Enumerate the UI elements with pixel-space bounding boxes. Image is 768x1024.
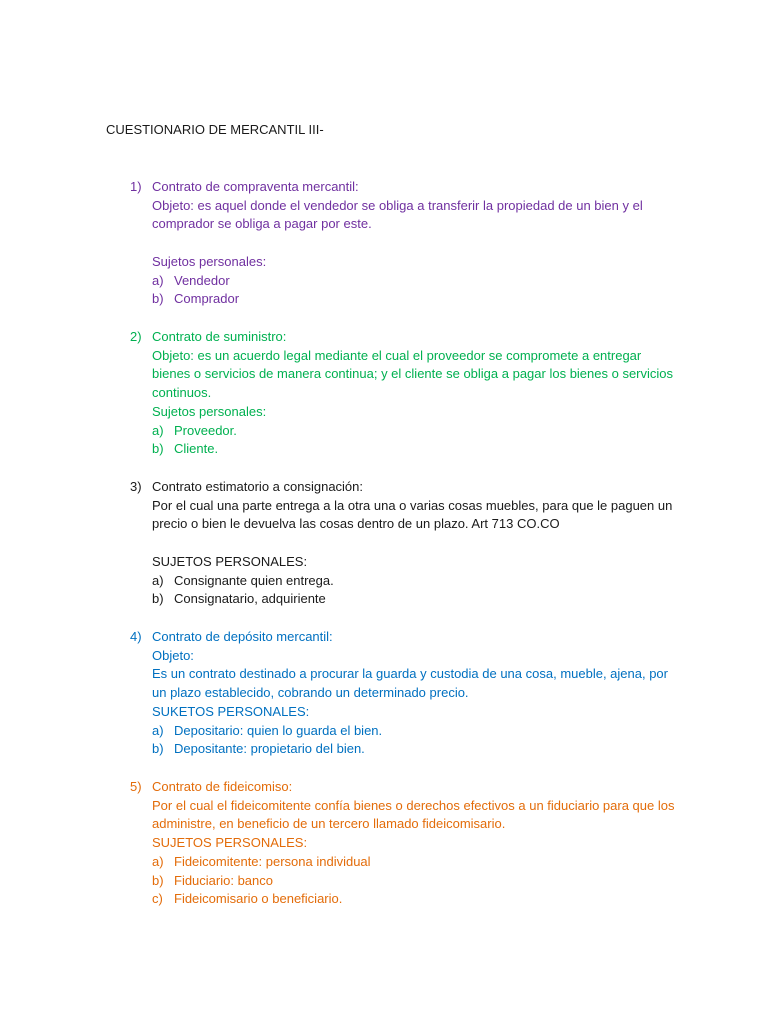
subject-text: Comprador [174, 291, 240, 307]
item-body [152, 328, 674, 459]
subject-letter: a) [152, 853, 164, 869]
subject-text: Consignatario, adquiriente [174, 591, 326, 607]
document-title: CUESTIONARIO DE MERCANTIL III- [106, 122, 324, 137]
item-text-line: un plazo establecido, cobrando un determinado precio. [152, 685, 469, 701]
item-heading: Contrato de compraventa mercantil: [152, 179, 359, 194]
subject-entry [152, 422, 670, 441]
subject-entry [152, 572, 670, 591]
subjects-label: SUJETOS PERSONALES: [152, 835, 308, 851]
subjects-label: Sujetos personales: [152, 253, 267, 269]
item-heading: Contrato de depósito mercantil: [152, 629, 333, 644]
item-number: 5) [130, 779, 142, 794]
subject-letter: b) [152, 741, 164, 757]
subject-entry [152, 590, 670, 609]
subject-entry [152, 290, 670, 309]
subjects-label: SUKETOS PERSONALES: [152, 703, 310, 719]
subject-entry [152, 853, 670, 872]
subject-letter: a) [152, 722, 164, 738]
item-number: 2) [130, 329, 142, 344]
item-body [152, 478, 673, 609]
list-item [130, 328, 674, 459]
subject-text: Fideicomitente: persona individual [174, 853, 371, 869]
list-item [130, 778, 675, 909]
subject-entry [152, 722, 670, 741]
item-number: 3) [130, 479, 142, 494]
paragraph-gap [152, 534, 670, 553]
subject-text: Fideicomisario o beneficiario. [174, 891, 343, 907]
item-number: 4) [130, 629, 142, 644]
item-body [152, 178, 670, 309]
subject-text: Consignante quien entrega. [174, 572, 334, 588]
subject-entry [152, 890, 670, 909]
subject-letter: a) [152, 272, 164, 288]
subject-letter: a) [152, 572, 164, 588]
subject-letter: a) [152, 422, 164, 438]
item-body [152, 628, 670, 759]
item-text-line: Por el cual una parte entrega a la otra una o varias cosas muebles, para que le paguen un [152, 497, 673, 513]
item-number: 1) [130, 179, 142, 194]
list-item [130, 628, 670, 759]
subject-letter: b) [152, 872, 164, 888]
subject-text: Depositante: propietario del bien. [174, 741, 365, 757]
subject-text: Vendedor [174, 272, 230, 288]
item-text-line: Objeto: es aquel donde el vendedor se obliga a transferir la propiedad de un bien y el [152, 197, 643, 213]
list-item [130, 478, 673, 609]
subject-entry [152, 272, 670, 291]
item-heading: Contrato de fideicomiso: [152, 779, 293, 794]
subject-letter: b) [152, 291, 164, 307]
item-text-line: comprador se obliga a pagar por este. [152, 216, 372, 232]
subject-text: Proveedor. [174, 422, 237, 438]
subject-letter: c) [152, 891, 163, 907]
item-text-line: Es un contrato destinado a procurar la guarda y custodia de una cosa, mueble, ajena, por [152, 666, 668, 682]
subject-entry [152, 740, 670, 759]
item-heading: Contrato de suministro: [152, 329, 287, 344]
subject-text: Cliente. [174, 441, 219, 457]
item-text-line: Objeto: es un acuerdo legal mediante el cual el proveedor se compromete a entregar [152, 347, 642, 363]
subject-text: Depositario: quien lo guarda el bien. [174, 722, 383, 738]
item-heading: Contrato estimatorio a consignación: [152, 479, 364, 494]
item-text-line: Objeto: [152, 647, 194, 663]
subject-letter: b) [152, 441, 164, 457]
item-text-line: continuos. [152, 385, 212, 401]
item-text-line: Por el cual el fideicomitente confía bienes o derechos efectivos a un fiduciario para que los [152, 797, 675, 813]
subject-entry [152, 440, 670, 459]
paragraph-gap [152, 234, 670, 253]
list-item [130, 178, 670, 309]
item-body [152, 778, 675, 909]
subjects-label: Sujetos personales: [152, 403, 267, 419]
subject-entry [152, 872, 670, 891]
subject-letter: b) [152, 591, 164, 607]
item-text-line: precio o bien le devuelva las cosas dentro de un plazo. Art 713 CO.CO [152, 516, 560, 532]
item-text-line: bienes o servicios de manera continua; y el cliente se obliga a pagar los bienes o servicios [152, 366, 674, 382]
subjects-label: SUJETOS PERSONALES: [152, 553, 308, 569]
subject-text: Fiduciario: banco [174, 872, 273, 888]
item-text-line: administre, en beneficio de un tercero llamado fideicomisario. [152, 816, 506, 832]
